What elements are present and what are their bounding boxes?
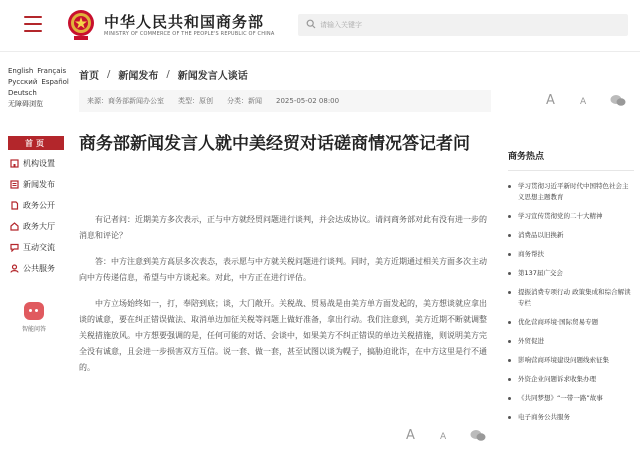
- breadcrumb-separator: /: [107, 68, 111, 80]
- wechat-share-icon[interactable]: [610, 94, 626, 107]
- site-header: [0, 0, 640, 52]
- hot-topic-item[interactable]: 提振消费专项行动 政策集成和综合解读专栏: [508, 287, 634, 309]
- language-links: [8, 66, 68, 110]
- search-input[interactable]: [320, 17, 610, 33]
- service-icon: [10, 264, 19, 273]
- hall-icon: [10, 222, 19, 231]
- menu-icon[interactable]: [24, 16, 42, 32]
- hot-topics-list: [508, 170, 634, 431]
- sidebar-item-label: 新闻发布: [23, 180, 55, 189]
- site-name[interactable]: 中华人民共和国商务部: [104, 13, 265, 31]
- article-category: 分类：新闻: [227, 97, 262, 105]
- hot-topic-item[interactable]: 《共同梦想》“一带一路”故事: [508, 393, 634, 404]
- breadcrumb-news[interactable]: 新闻发布: [118, 70, 159, 82]
- lang-russian[interactable]: Русский: [8, 78, 38, 86]
- building-icon: [10, 159, 19, 168]
- sidebar-item-interaction[interactable]: [8, 237, 64, 258]
- article-paragraph: 答：中方注意到美方高层多次表态，表示愿与中方就关税问题进行谈判。同时，美方近期通过相关方面多次主动向中方传递信息，希望与中方谈起来。对此，中方正在进行评估。: [79, 257, 487, 282]
- hot-topic-item[interactable]: 电子商务公共服务: [508, 412, 634, 423]
- hot-topic-item[interactable]: 外资企业问题诉求收集办理: [508, 374, 634, 385]
- article-paragraph: 中方立场始终如一，打，奉陪到底；谈，大门敞开。关税战、贸易战是由美方单方面发起的，美方想谈就应拿出谈的诚意，要在纠正错误做法、取消单边加征关税等问题上做好准备，拿出行动。我们注意到，美方近期不断就调整关税措施放风。中方想要强调的是，任何可能的对话、会谈中，如果美方不纠正错误的单边关税措施，则说明美方完全没有诚意，且会进一步损害双方互信。说一套、做一套，甚至试图以谈为幌子，搞胁迫讹诈，在中方这里是行不通的。: [79, 299, 487, 372]
- side-nav: [8, 136, 64, 279]
- sidebar-item-public-service[interactable]: [8, 258, 64, 279]
- lang-german[interactable]: Deutsch: [8, 89, 37, 97]
- hot-topics-title: 商务热点: [508, 152, 545, 162]
- article-paragraph: 有记者问：近期美方多次表示，正与中方就经贸问题进行谈判，并会达成协议。请问商务部对此有没有进一步的消息和评论？: [79, 215, 487, 240]
- search-icon[interactable]: [306, 19, 316, 29]
- accessibility-link[interactable]: 无障碍浏览: [8, 100, 43, 108]
- sidebar-item-organization[interactable]: [8, 153, 64, 174]
- sidebar-item-service-hall[interactable]: [8, 216, 64, 237]
- font-reduce-button[interactable]: A: [580, 97, 587, 107]
- hot-topic-item[interactable]: 优化营商环境·国际贸易专题: [508, 317, 634, 328]
- document-icon: [10, 201, 19, 210]
- article-date: 2025-05-02 08:00: [276, 97, 340, 105]
- breadcrumb-separator: /: [166, 68, 170, 80]
- sidebar-item-label: 政务大厅: [23, 222, 55, 231]
- smart-assistant-label: 智能问答: [21, 326, 46, 333]
- hot-topic-item[interactable]: 学习贯彻习近平新时代中国特色社会主义思想主题教育: [508, 181, 634, 203]
- news-icon: [10, 180, 19, 189]
- sidebar-item-label: 首页: [25, 138, 47, 148]
- breadcrumb-home[interactable]: 首页: [79, 70, 99, 82]
- robot-icon: [24, 302, 44, 320]
- smart-assistant-button[interactable]: [14, 302, 54, 333]
- font-enlarge-button[interactable]: A: [546, 93, 555, 108]
- sidebar-item-label: 互动交流: [23, 243, 55, 252]
- hot-topic-item[interactable]: 外贸促进: [508, 336, 634, 347]
- article-body: [79, 212, 491, 386]
- article-title: 商务部新闻发言人就中美经贸对话磋商情况答记者问: [79, 134, 470, 154]
- breadcrumb-spokesperson[interactable]: 新闻发言人谈话: [177, 70, 248, 82]
- lang-spanish[interactable]: Español: [41, 78, 69, 86]
- font-enlarge-button-bottom[interactable]: A: [406, 428, 415, 443]
- site-name-english: MINISTRY OF COMMERCE OF THE PEOPLE'S REPUBLIC OF CHINA: [104, 31, 275, 37]
- sidebar-item-public-affairs[interactable]: [8, 195, 64, 216]
- lang-french[interactable]: Français: [37, 67, 67, 75]
- sidebar-item-news[interactable]: [8, 174, 64, 195]
- hot-topic-item[interactable]: 消费品以旧换新: [508, 230, 634, 241]
- sidebar-item-label: 公共服务: [23, 264, 55, 273]
- sidebar-item-label: 政务公开: [23, 201, 55, 210]
- article-type: 类型：原创: [178, 97, 213, 105]
- font-reduce-button-bottom[interactable]: A: [440, 432, 447, 442]
- chat-icon: [10, 243, 19, 252]
- breadcrumb: [79, 66, 248, 82]
- wechat-share-icon-bottom[interactable]: [470, 429, 486, 442]
- article-source: 来源：商务部新闻办公室: [87, 97, 164, 105]
- hot-topic-item[interactable]: 商务帮扶: [508, 249, 634, 260]
- hot-topic-item[interactable]: 学习宣传贯彻党的二十大精神: [508, 211, 634, 222]
- sidebar-item-label: 机构设置: [23, 159, 55, 168]
- article-meta: [79, 90, 491, 112]
- search-box: [298, 14, 628, 36]
- lang-english[interactable]: English: [8, 67, 34, 75]
- national-emblem-icon[interactable]: [66, 8, 96, 42]
- hot-topic-item[interactable]: 影响营商环境建设问题线索征集: [508, 355, 634, 366]
- sidebar-item-home[interactable]: [8, 136, 64, 150]
- hot-topic-item[interactable]: 第137届广交会: [508, 268, 634, 279]
